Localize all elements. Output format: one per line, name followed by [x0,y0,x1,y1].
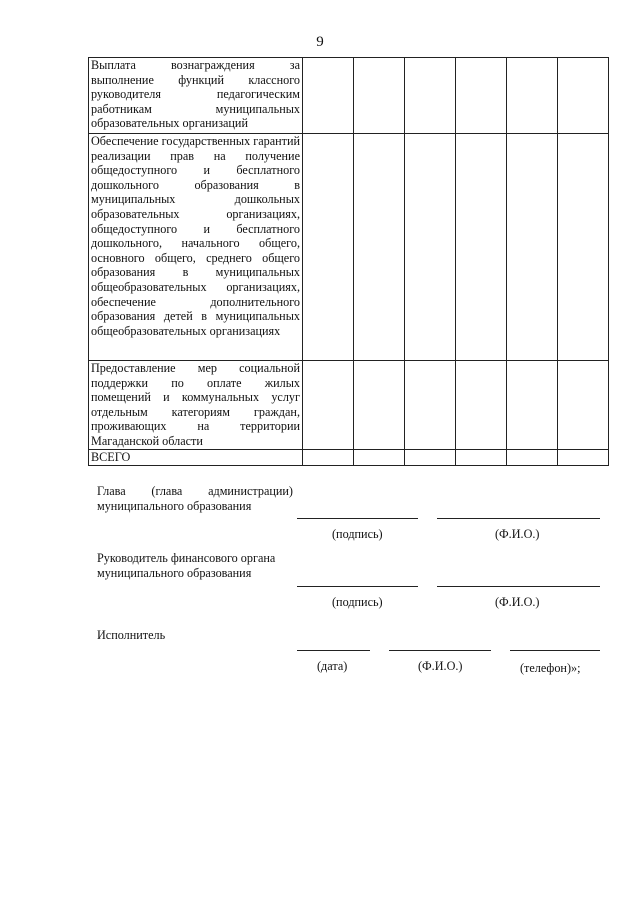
table-cell [303,134,354,361]
table-cell [354,58,405,134]
table-row [89,361,609,450]
finance-name-caption: (Ф.И.О.) [495,595,540,609]
head-signature-caption: (подпись) [332,527,383,541]
table-cell [558,450,609,466]
head-name-caption: (Ф.И.О.) [495,527,540,541]
table-cell [507,58,558,134]
finance-label-line2: муниципального образования [97,566,252,580]
table-cell [354,361,405,450]
table-cell [507,134,558,361]
table-cell [507,450,558,466]
executor-label: Исполнитель [97,628,166,642]
page-number: 9 [316,34,324,50]
table-cell [405,361,456,450]
table-cell [303,58,354,134]
executor-date-line [297,650,370,651]
finance-signature-line [297,586,418,587]
table-cell [354,450,405,466]
finance-name-line [437,586,600,587]
table-cell [405,134,456,361]
table-cell [558,58,609,134]
table-cell [558,361,609,450]
table-cell [303,450,354,466]
table-row-total [89,450,609,466]
table-cell [405,450,456,466]
executor-name-line [389,650,491,651]
table-cell [456,361,507,450]
table-row [89,134,609,361]
head-label-line1: Глава (глава администрации) [97,484,293,498]
row-label: Обеспечение государственных гарантий реализации прав на получение общедоступного и бесплатного дошкольного образования в муниципальных дошкольных образовательных организациях, общедоступного и бесплатного дошкольного, начального общего, основного общего, среднего общего образования в муниципальных общеобразовательных организациях, обеспечение дополнительного образования детей в муниципальных общеобразовательных организациях [89,134,303,361]
executor-phone-line [510,650,600,651]
head-signature-line [297,518,418,519]
row-label-total: ВСЕГО [89,450,303,466]
table-row [89,58,609,134]
executor-date-caption: (дата) [317,659,348,673]
head-name-line [437,518,600,519]
executor-phone-caption: (телефон)»; [520,661,581,675]
finance-label-line1: Руководитель финансового органа [97,551,276,565]
table-cell [354,134,405,361]
table-cell [456,58,507,134]
executor-name-caption: (Ф.И.О.) [418,659,463,673]
finance-signature-caption: (подпись) [332,595,383,609]
data-table [88,57,609,466]
table-cell [507,361,558,450]
row-label: Выплата вознаграждения за выполнение функций классного руководителя педагогическим работникам муниципальных образовательных организаций [89,58,303,134]
table-cell [558,134,609,361]
table-cell [303,361,354,450]
table-cell [405,58,456,134]
table-cell [456,450,507,466]
row-label: Предоставление мер социальной поддержки по оплате жилых помещений и коммунальных услуг отдельным категориям граждан, проживающих на территории Магаданской области [89,361,303,450]
head-label-line2: муниципального образования [97,499,252,513]
table-cell [456,134,507,361]
